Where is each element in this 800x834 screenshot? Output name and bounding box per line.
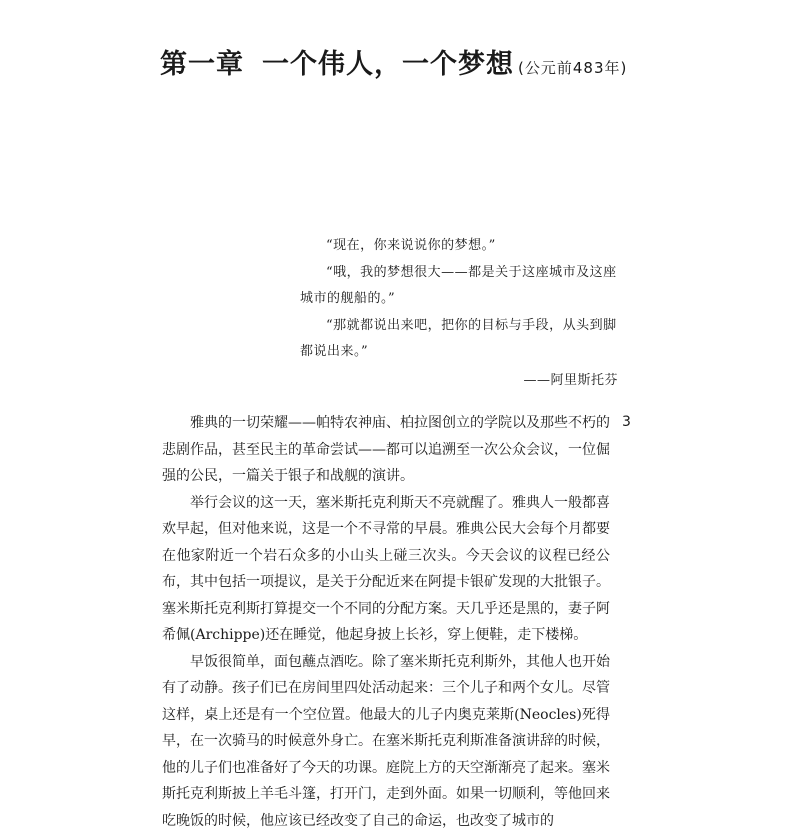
paragraph: 雅典的一切荣耀——帕特农神庙、柏拉图创立的学院以及那些不朽的悲剧作品，甚至民主的革命尝试——都可以追溯至一次公众会议，一位倔强的公民，一篇关于银子和战舰的演讲。	[162, 410, 610, 490]
page-number: 3	[622, 409, 631, 435]
chapter-heading: 一个伟人，一个梦想	[262, 49, 514, 80]
epigraph-attribution: ——阿里斯托芬	[300, 368, 620, 395]
chapter-number: 第一章	[160, 49, 244, 80]
body-text	[162, 410, 610, 834]
chapter-title	[160, 45, 627, 88]
epigraph-line: “现在，你来说说你的梦想。”	[300, 233, 620, 260]
epigraph-line: “哦，我的梦想很大——都是关于这座城市及这座城市的舰船的。”	[300, 260, 620, 313]
chapter-date: (公元前483年)	[518, 59, 627, 77]
epigraph	[300, 233, 620, 394]
paragraph: 举行会议的这一天，塞米斯托克利斯天不亮就醒了。雅典人一般都喜欢早起，但对他来说，这是一个不寻常的早晨。雅典公民大会每个月都要在他家附近一个岩石众多的小山头上碰三次头。今天会议的议程已经公布，其中包括一项提议，是关于分配近来在阿提卡银矿发现的大批银子。塞米斯托克利斯打算提交一个不同的分配方案。天几乎还是黑的，妻子阿希佩(Archippe)还在睡觉，他起身披上长衫，穿上便鞋，走下楼梯。	[162, 490, 610, 649]
paragraph: 早饭很简单，面包蘸点酒吃。除了塞米斯托克利斯外，其他人也开始有了动静。孩子们已在房间里四处活动起来：三个儿子和两个女儿。尽管这样，桌上还是有一个空位置。他最大的儿子内奥克莱斯(Neocles)死得早，在一次骑马的时候意外身亡。在塞米斯托克利斯准备演讲辞的时候，他的儿子们也准备好了今天的功课。庭院上方的天空渐渐亮了起来。塞米斯托克利斯披上羊毛斗篷，打开门，走到外面。如果一切顺利，等他回来吃晚饭的时候，他应该已经改变了自己的命运，也改变了城市的	[162, 649, 610, 834]
epigraph-line: “那就都说出来吧，把你的目标与手段，从头到脚都说出来。”	[300, 313, 620, 366]
